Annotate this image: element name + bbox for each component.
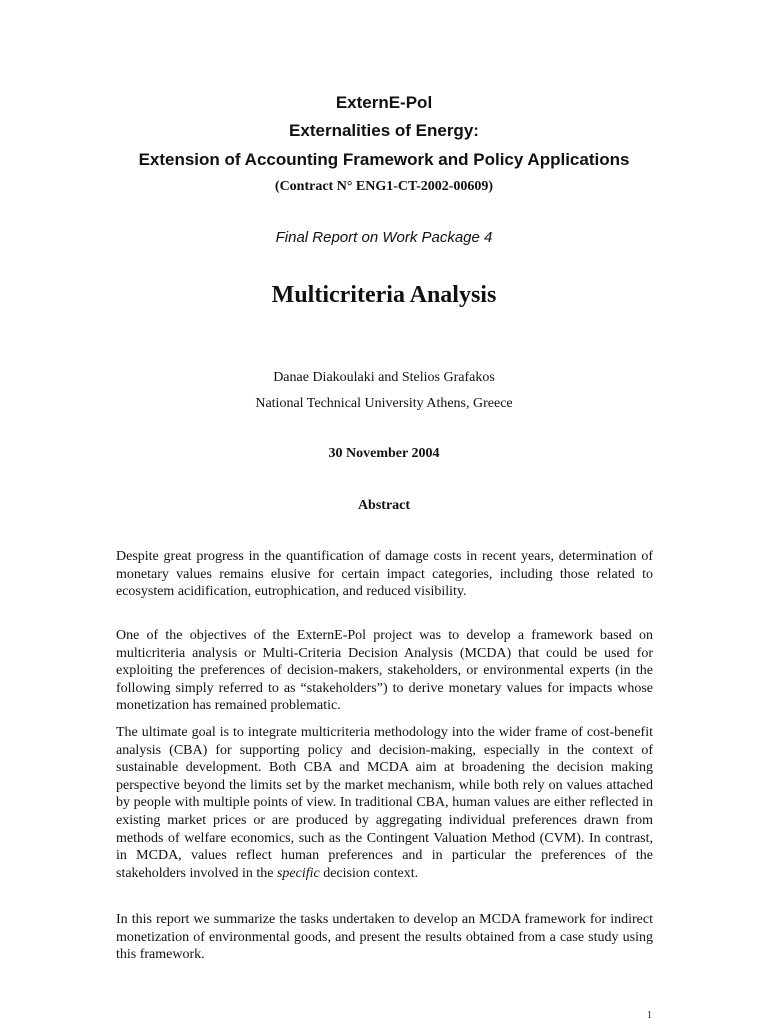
project-title-line1: Externalities of Energy:: [289, 121, 479, 140]
project-title-line2: Extension of Accounting Framework and Policy Applications: [138, 150, 630, 169]
report-date: 30 November 2004: [328, 446, 440, 461]
report-title: Multicriteria Analysis: [271, 282, 497, 308]
contract-number: (Contract N° ENG1-CT-2002-00609): [274, 179, 494, 194]
report-subtitle: Final Report on Work Package 4: [275, 229, 493, 246]
project-name: ExternE-Pol: [335, 93, 433, 112]
abstract-paragraph-3-end: decision context.: [319, 865, 419, 881]
authors: Danae Diakoulaki and Stelios Grafakos: [273, 370, 495, 385]
abstract-paragraph-2: One of the objectives of the ExternE-Pol project was to develop a framework based on multicriteria analysis or Multi-Criteria Decision Analysis (MCDA) that could be used for exploiting the preferences of decision-makers, stakeholders, or environmental experts (in the following simply referred to as “stakeholders”) to derive monetary values for impacts whose monetization has remained problematic.: [116, 628, 653, 714]
abstract-paragraph-3: [116, 724, 653, 882]
abstract-paragraph-4: In this report we summarize the tasks undertaken to develop an MCDA framework for indirect monetization of environmental goods, and present the results obtained from a case study using this framework.: [116, 912, 653, 963]
affiliation: National Technical University Athens, Greece: [255, 396, 513, 411]
abstract-paragraph-1: Despite great progress in the quantification of damage costs in recent years, determination of monetary values remains elusive for certain impact categories, including those related to ecosystem acidification, eutrophication, and reduced visibility.: [116, 549, 653, 600]
abstract-heading: Abstract: [357, 498, 411, 513]
abstract-paragraph-3-emphasis: specific: [276, 865, 320, 881]
page-number: 1: [647, 1010, 652, 1021]
abstract-paragraph-3-text: The ultimate goal is to integrate multicriteria methodology into the wider frame of cost-benefit analysis (CBA) for supporting policy and decision-making, especially in the context of sustainable development. Both CBA and MCDA aim at broadening the decision making perspective beyond the limits set by the market mechanism, while both rely on values attached by people with multiple points of view. In traditional CBA, human values are either reflected in existing market prices or are produced by aggregating individual preferences drawn from methods of welfare economics, such as the Contingent Valuation Method (CVM). In contrast, in MCDA, values reflect human preferences and in particular the preferences of the stakeholders involved in the: [116, 725, 653, 881]
